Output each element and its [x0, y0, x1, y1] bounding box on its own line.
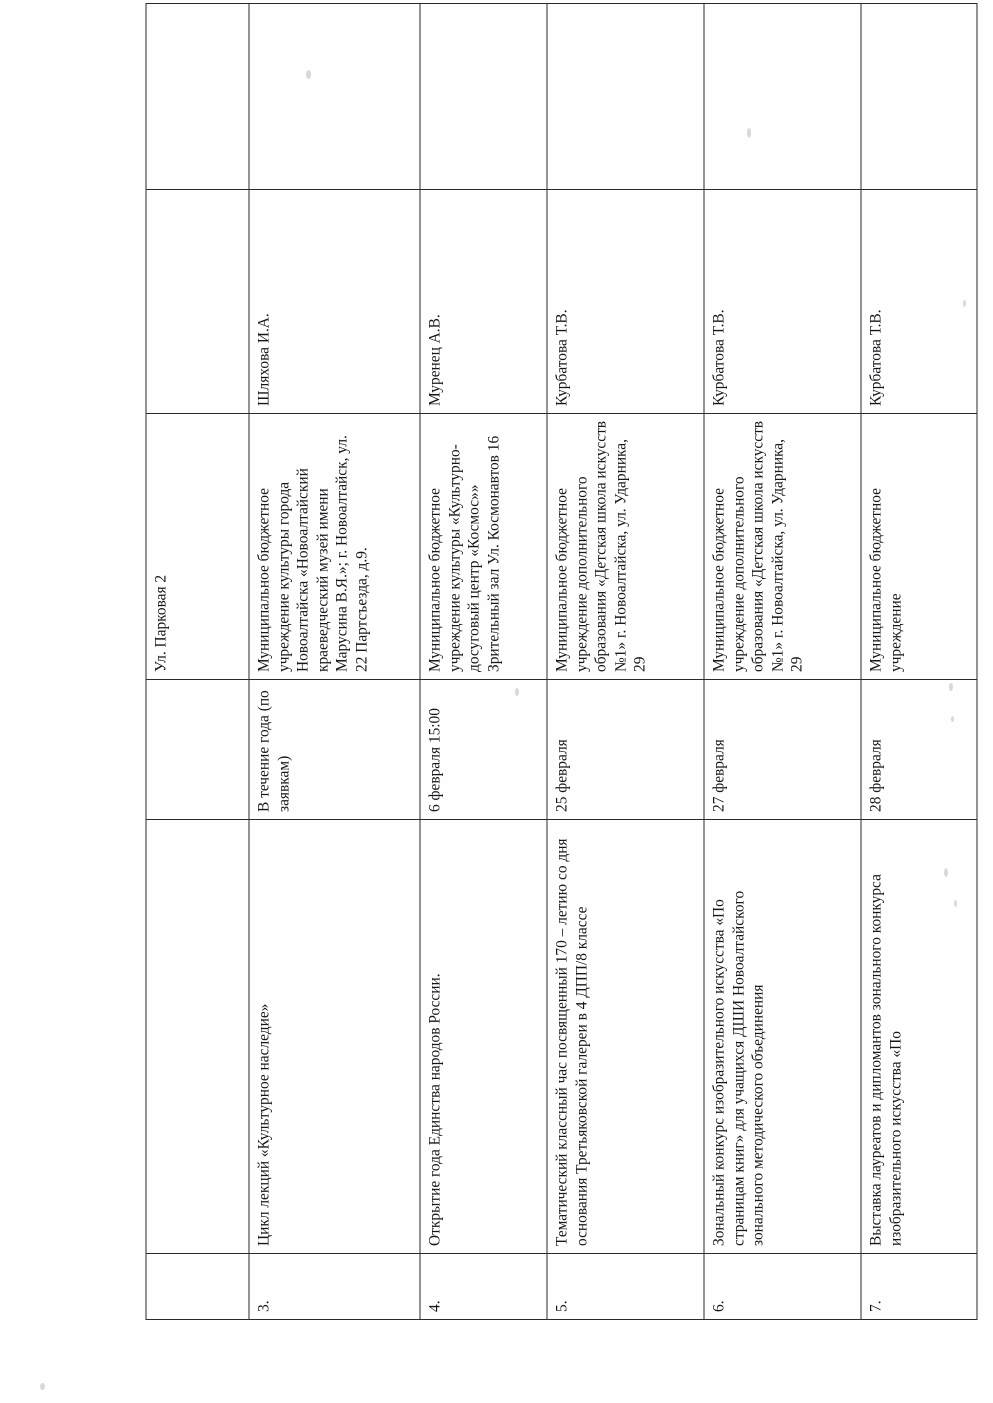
cell-place: Муниципальное бюджетное учреждение дополнительного образования «Детская школа искусств №1» г. Новоалтайска, ул. Ударника, 29: [704, 414, 861, 680]
cell-date: 6 февраля 15:00: [420, 680, 547, 820]
cell-place: Муниципальное бюджетное учреждение дополнительного образования «Детская школа искусств №1» г. Новоалтайска, ул. Ударника, 29: [547, 414, 704, 680]
cell-number: 6.: [704, 1254, 861, 1320]
cell-responsible: Курбатова Т.В.: [547, 190, 704, 414]
cell-number: 4.: [420, 1254, 547, 1320]
rotated-table-wrapper: [145, 88, 910, 1320]
scan-speck: [40, 1383, 45, 1390]
table-row: [547, 4, 704, 1320]
cell-number: 5.: [547, 1254, 704, 1320]
cell-event: Выставка лауреатов и дипломантов зонального конкурса изобразительного искусства «По: [861, 820, 977, 1254]
cell-extra: [861, 4, 977, 190]
cell-event: Зональный конкурс изобразительного искусства «По страницам книг» для учащихся ДШИ Новоалтайского зонального методического объединения: [704, 820, 861, 1254]
cell-event: Тематический классный час посвященный 170 – летию со дня основания Третьяковской галереи в 4 ДПП/8 классе: [547, 820, 704, 1254]
cell-responsible: Курбатова Т.В.: [704, 190, 861, 414]
cell-date: [146, 680, 249, 820]
table-row: [420, 4, 547, 1320]
table-row: [249, 4, 420, 1320]
cell-extra: [547, 4, 704, 190]
cell-extra: [704, 4, 861, 190]
table-row: [146, 4, 249, 1320]
cell-extra: [146, 4, 249, 190]
schedule-table: [145, 3, 977, 1320]
cell-number: 7.: [861, 1254, 977, 1320]
cell-extra: [420, 4, 547, 190]
cell-responsible: Курбатова Т.В.: [861, 190, 977, 414]
cell-responsible: [146, 190, 249, 414]
cell-date: 25 февраля: [547, 680, 704, 820]
cell-number: [146, 1254, 249, 1320]
cell-number: 3.: [249, 1254, 420, 1320]
table-row: [861, 4, 977, 1320]
cell-place: Муниципальное бюджетное учреждение культуры «Культурно-досуговый центр «Космос»» Зрительный зал Ул. Космонавтов 16: [420, 414, 547, 680]
cell-place: Ул. Парковая 2: [146, 414, 249, 680]
cell-responsible: Шляхова И.А.: [249, 190, 420, 414]
cell-event: Цикл лекций «Культурное наследие»: [249, 820, 420, 1254]
cell-responsible: Муренец А.В.: [420, 190, 547, 414]
cell-event: Открытие года Единства народов России.: [420, 820, 547, 1254]
cell-extra: [249, 4, 420, 190]
cell-date: В течение года (по заявкам): [249, 680, 420, 820]
cell-place: Муниципальное бюджетное учреждение: [861, 414, 977, 680]
cell-date: 28 февраля: [861, 680, 977, 820]
cell-event: [146, 820, 249, 1254]
cell-date: 27 февраля: [704, 680, 861, 820]
table-row: [704, 4, 861, 1320]
cell-place: Муниципальное бюджетное учреждение культуры города Новоалтайска «Новоалтайский краеведческий музей имени Марусина В.Я.»; г. Новоалтайск, ул. 22 Партсъезда, д.9.: [249, 414, 420, 680]
